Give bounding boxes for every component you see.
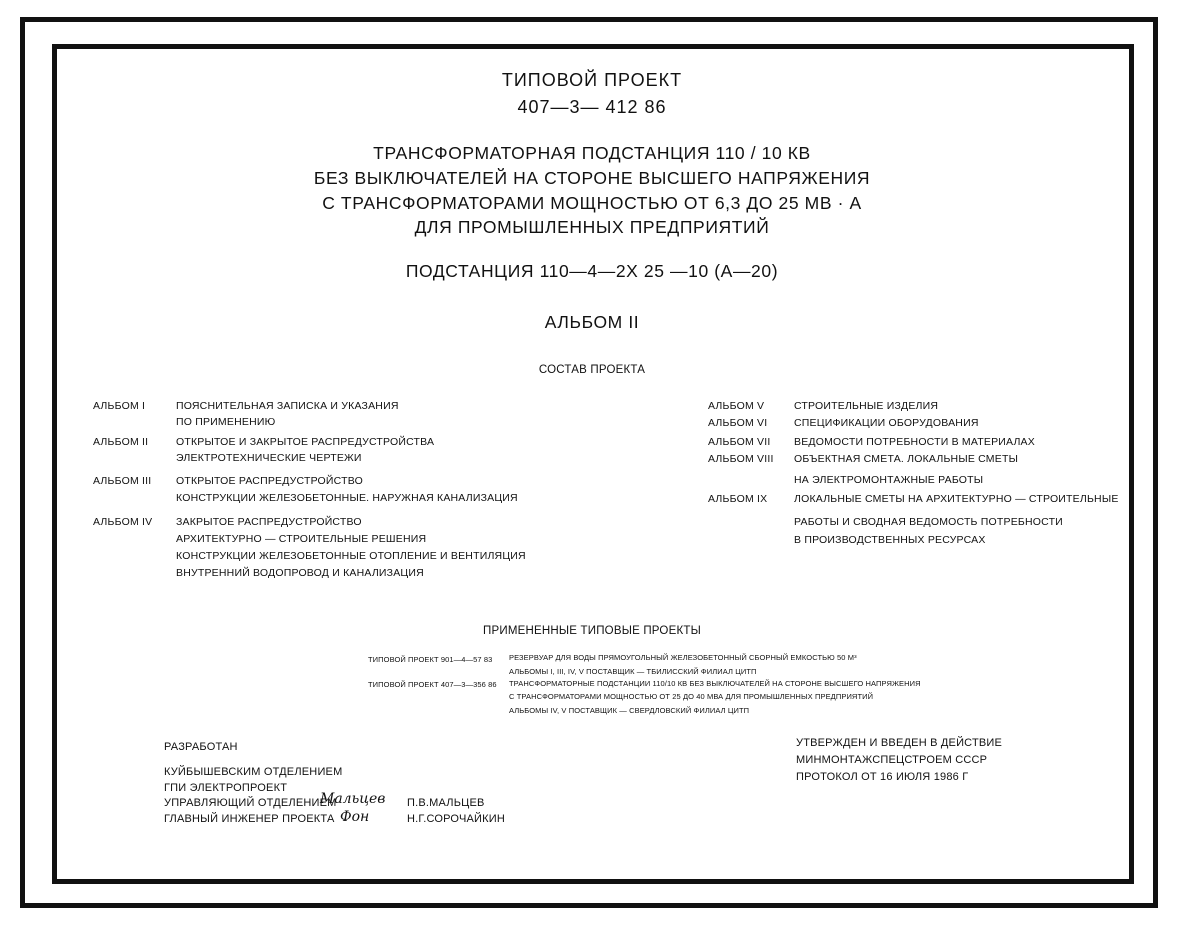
project-type: ТИПОВОЙ ПРОЕКТ: [501, 70, 683, 90]
album-label: АЛЬБОМ V: [708, 400, 765, 412]
album-desc: ОТКРЫТОЕ РАСПРЕДУСТРОЙСТВО: [176, 475, 363, 487]
album-label: АЛЬБОМ VIII: [708, 453, 774, 465]
approved-line-3: ПРОТОКОЛ ОТ 16 ИЮЛЯ 1986 Г: [796, 771, 969, 783]
album-label: АЛЬБОМ IX: [708, 493, 768, 505]
name-maltsev: П.В.МАЛЬЦЕВ: [407, 797, 485, 809]
title-line-1: ТРАНСФОРМАТОРНАЯ ПОДСТАНЦИЯ 110 / 10 КВ: [373, 143, 811, 163]
album-label: АЛЬБОМ III: [93, 475, 152, 487]
applied-desc: АЛЬБОМЫ I, III, IV, V ПОСТАВЩИК — ТБИЛИССКИЙ ФИЛИАЛ ЦИТП: [509, 667, 757, 676]
applied-desc: АЛЬБОМЫ IV, V ПОСТАВЩИК — СВЕРДЛОВСКИЙ ФИЛИАЛ ЦИТП: [509, 706, 750, 715]
album-label: АЛЬБОМ II: [93, 436, 149, 448]
developer-org: КУЙБЫШЕВСКИМ ОТДЕЛЕНИЕМ: [164, 766, 343, 778]
applied-desc: РЕЗЕРВУАР ДЛЯ ВОДЫ ПРЯМОУГОЛЬНЫЙ ЖЕЛЕЗОБЕТОННЫЙ СБОРНЫЙ ЕМКОСТЬЮ 50 М³: [509, 653, 857, 662]
album-desc: ПО ПРИМЕНЕНИЮ: [176, 416, 276, 428]
role-chief-engineer: ГЛАВНЫЙ ИНЖЕНЕР ПРОЕКТА: [164, 813, 335, 825]
developed-label: РАЗРАБОТАН: [164, 741, 238, 753]
approved-line-1: УТВЕРЖДЕН И ВВЕДЕН В ДЕЙСТВИЕ: [796, 737, 1003, 749]
album-desc: ОБЪЕКТНАЯ СМЕТА. ЛОКАЛЬНЫЕ СМЕТЫ: [794, 453, 1019, 465]
album-desc: ПОЯСНИТЕЛЬНАЯ ЗАПИСКА И УКАЗАНИЯ: [176, 400, 399, 412]
album-label: АЛЬБОМ I: [93, 400, 146, 412]
album-desc: ЛОКАЛЬНЫЕ СМЕТЫ НА АРХИТЕКТУРНО — СТРОИТЕЛЬНЫЕ: [794, 493, 1119, 505]
signature-maltsev: Мальцев: [320, 791, 386, 807]
album-desc: СПЕЦИФИКАЦИИ ОБОРУДОВАНИЯ: [794, 417, 979, 429]
album-desc: АРХИТЕКТУРНО — СТРОИТЕЛЬНЫЕ РЕШЕНИЯ: [176, 533, 427, 545]
album-desc: ВЕДОМОСТИ ПОТРЕБНОСТИ В МАТЕРИАЛАХ: [794, 436, 1035, 448]
approved-line-2: МИНМОНТАЖСПЕЦСТРОЕМ СССР: [796, 754, 988, 766]
album-desc: КОНСТРУКЦИИ ЖЕЛЕЗОБЕТОННЫЕ. НАРУЖНАЯ КАНАЛИЗАЦИЯ: [176, 492, 518, 504]
applied-ref: ТИПОВОЙ ПРОЕКТ 901—4—57 83: [368, 655, 493, 664]
album-label: АЛЬБОМ VII: [708, 436, 771, 448]
applied-ref: ТИПОВОЙ ПРОЕКТ 407—3—356 86: [368, 680, 497, 689]
title-line-2: БЕЗ ВЫКЛЮЧАТЕЛЕЙ НА СТОРОНЕ ВЫСШЕГО НАПРЯЖЕНИЯ: [313, 168, 871, 188]
album-desc: РАБОТЫ И СВОДНАЯ ВЕДОМОСТЬ ПОТРЕБНОСТИ: [794, 516, 1063, 528]
album-desc: В ПРОИЗВОДСТВЕННЫХ РЕСУРСАХ: [794, 534, 986, 546]
substation-code: ПОДСТАНЦИЯ 110—4—2Х 25 —10 (А—20): [405, 261, 779, 281]
album-desc: ЗАКРЫТОЕ РАСПРЕДУСТРОЙСТВО: [176, 516, 362, 528]
album-desc: ОТКРЫТОЕ И ЗАКРЫТОЕ РАСПРЕДУСТРОЙСТВА: [176, 436, 435, 448]
composition-heading: СОСТАВ ПРОЕКТА: [538, 364, 646, 376]
album-label: АЛЬБОМ VI: [708, 417, 768, 429]
name-sorochaykin: Н.Г.СОРОЧАЙКИН: [407, 813, 505, 825]
album-label: АЛЬБОМ IV: [93, 516, 153, 528]
role-head-of-department: УПРАВЛЯЮЩИЙ ОТДЕЛЕНИЕМ: [164, 797, 337, 809]
album-desc: ВНУТРЕННИЙ ВОДОПРОВОД И КАНАЛИЗАЦИЯ: [176, 567, 424, 579]
developer-institute: ГПИ ЭЛЕКТРОПРОЕКТ: [164, 782, 288, 794]
signature-sorochaykin: Фон: [340, 809, 370, 825]
applied-desc: ТРАНСФОРМАТОРНЫЕ ПОДСТАНЦИИ 110/10 КВ БЕЗ ВЫКЛЮЧАТЕЛЕЙ НА СТОРОНЕ ВЫСШЕГО НАПРЯЖЕНИЯ: [509, 679, 921, 688]
album-desc: ЭЛЕКТРОТЕХНИЧЕСКИЕ ЧЕРТЕЖИ: [176, 452, 362, 464]
album-desc: КОНСТРУКЦИИ ЖЕЛЕЗОБЕТОННЫЕ ОТОПЛЕНИЕ И ВЕНТИЛЯЦИЯ: [176, 550, 526, 562]
title-line-4: ДЛЯ ПРОМЫШЛЕННЫХ ПРЕДПРИЯТИЙ: [414, 217, 770, 237]
project-number: 407—3— 412 86: [517, 97, 667, 117]
applied-desc: С ТРАНСФОРМАТОРАМИ МОЩНОСТЬЮ ОТ 25 ДО 40 МВА ДЛЯ ПРОМЫШЛЕННЫХ ПРЕДПРИЯТИЙ: [509, 692, 874, 701]
album-desc: СТРОИТЕЛЬНЫЕ ИЗДЕЛИЯ: [794, 400, 939, 412]
album-desc: НА ЭЛЕКТРОМОНТАЖНЫЕ РАБОТЫ: [794, 474, 984, 486]
title-line-3: С ТРАНСФОРМАТОРАМИ МОЩНОСТЬЮ ОТ 6,3 ДО 25 МВ · А: [322, 193, 862, 213]
applied-heading: ПРИМЕНЕННЫЕ ТИПОВЫЕ ПРОЕКТЫ: [483, 625, 701, 637]
album-number: АЛЬБОМ II: [544, 312, 640, 332]
